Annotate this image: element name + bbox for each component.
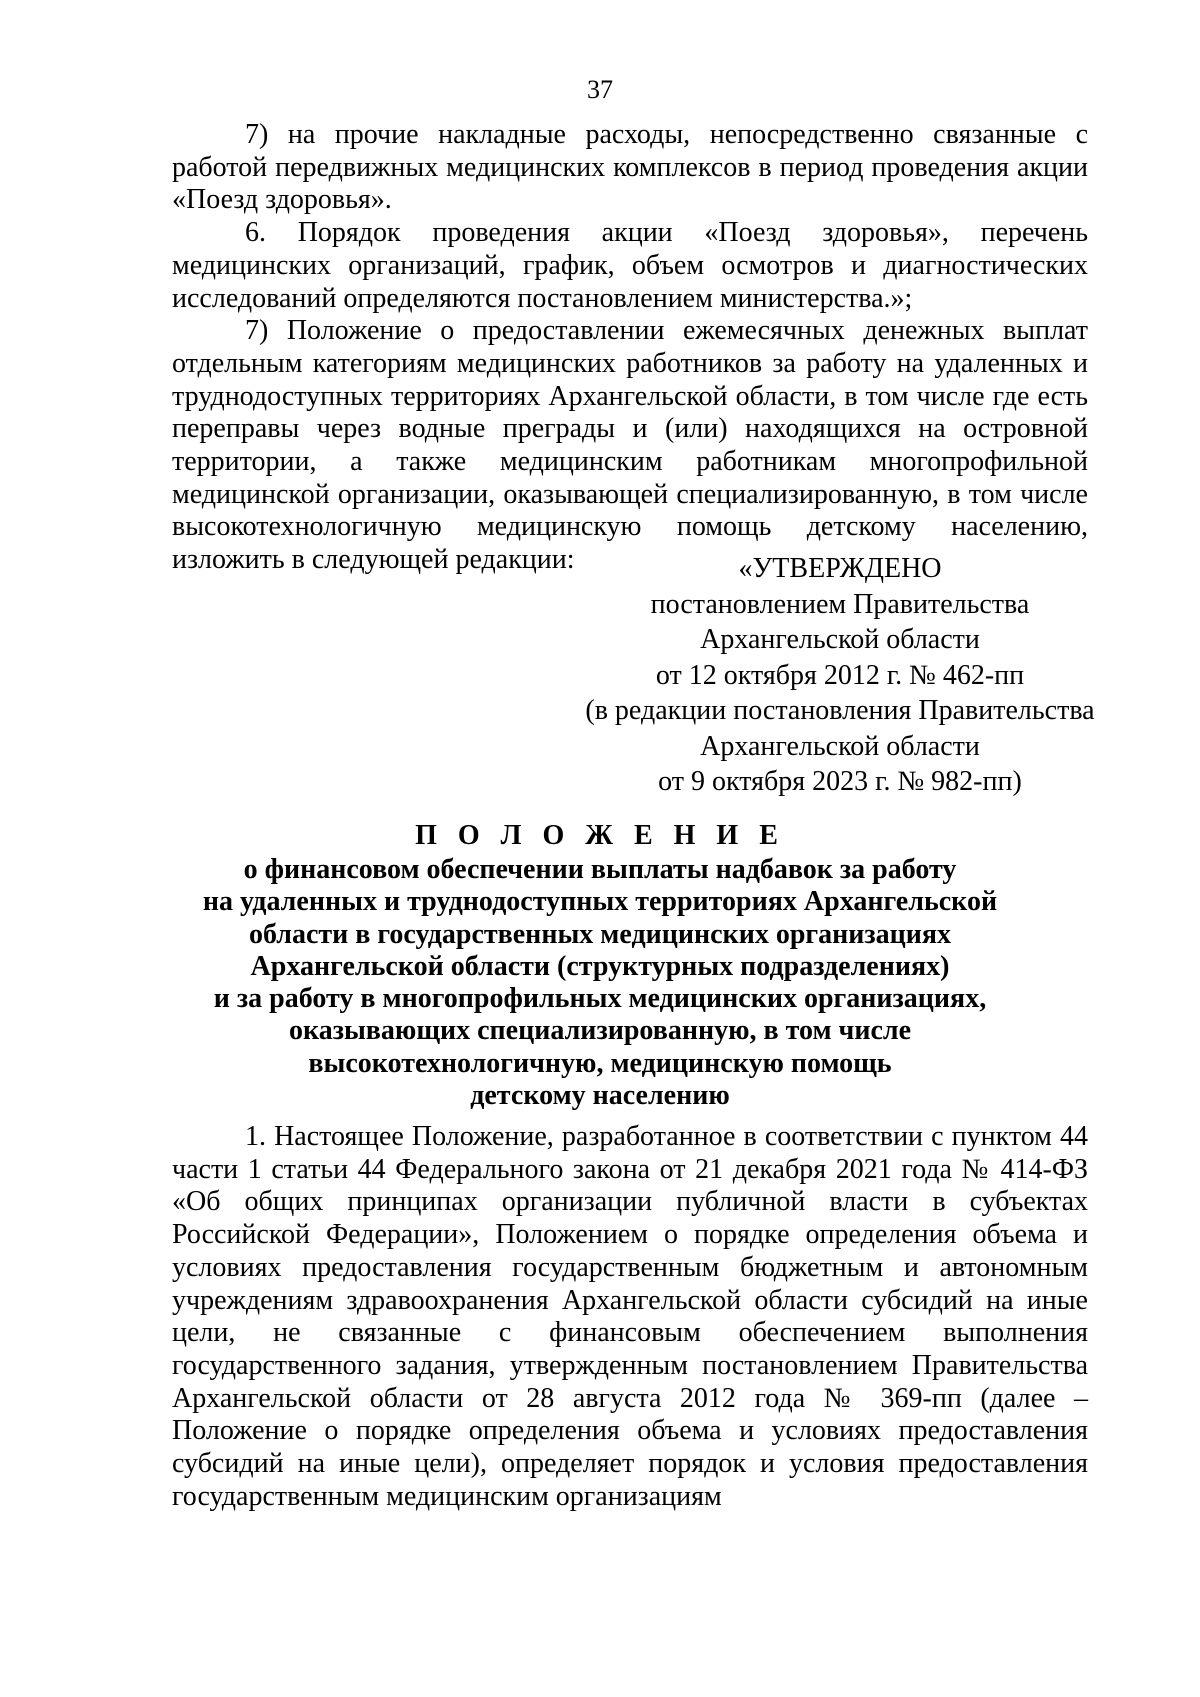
paragraph-overhead-costs: 7) на прочие накладные расходы, непосредственно связанные с работой передвижных медицинских комплексов в период проведения акции «Поезд здоровья». (172, 119, 1088, 216)
approval-line: от 12 октября 2012 г. № 462-пп (655, 659, 1025, 691)
heading-line: оказывающих специализированную, в том числе (288, 1015, 912, 1047)
approval-line: Архангельской области (700, 624, 980, 655)
approval-line: (в редакции постановления Правительства (585, 695, 1095, 726)
heading-line: высокотехнологичную, медицинскую помощь (308, 1047, 892, 1079)
intro-section (172, 119, 1088, 577)
page-number: 37 (587, 75, 613, 104)
heading-line: на удаленных и труднодоступных территориях Архангельской (202, 886, 998, 918)
approval-line: от 9 октября 2023 г. № 982-пп) (658, 766, 1022, 797)
heading-line: и за работу в многопрофильных медицинских организациях, (213, 983, 987, 1015)
heading-line: Архангельской области (структурных подразделениях) (250, 950, 950, 982)
approval-line: Архангельской области (700, 730, 980, 762)
approval-line: «УТВЕРЖДЕНО (738, 553, 942, 584)
approval-stamp (560, 551, 1120, 800)
heading-line: области в государственных медицинских организациях (248, 918, 952, 950)
approval-line: постановлением Правительства (650, 588, 1030, 620)
document-title: П О Л О Ж Е Н И Е (415, 820, 785, 851)
paragraph-regulation-amendment: 7) Положение о предоставлении ежемесячных денежных выплат отдельным категориям медицинских работников за работу на удаленных и труднодоступных территориях Архангельской области, в том числе где есть переправы через водные преграды и (или) находящихся на островной территории, а также медицинским работникам многопрофильной медицинской организации, оказывающей специализированную, в том числе высокотехнологичную медицинскую помощь детскому населению, изложить в следующей редакции: (172, 315, 1088, 576)
document-heading (0, 818, 1200, 1112)
paragraph-section-1: 1. Настоящее Положение, разработанное в соответствии с пунктом 44 части 1 статьи 44 Федерального закона от 21 декабря 2021 года № 414-ФЗ «Об общих принципах организации публичной власти в субъектах Российской Федерации», Положением о порядке определения объема и условиях предоставления государственным бюджетным и автономным учреждениям здравоохранения Архангельской области субсидий на иные цели, не связанные с финансовым обеспечением выполнения государственного задания, утвержденным постановлением Правительства Архангельской области от 28 августа 2012 года № 369-пп (далее – Положение о порядке определения объема и условиях предоставления субсидий на иные цели), определяет порядок и условия предоставления государственным медицинским организациям (172, 1121, 1088, 1512)
body-section (172, 1121, 1088, 1513)
paragraph-health-train-order: 6. Порядок проведения акции «Поезд здоровья», перечень медицинских организаций, график, объем осмотров и диагностических исследований определяются постановлением министерства.»; (172, 217, 1088, 314)
heading-line: детскому населению (470, 1080, 730, 1112)
heading-line: о финансовом обеспечении выплаты надбавок за работу (243, 854, 957, 885)
